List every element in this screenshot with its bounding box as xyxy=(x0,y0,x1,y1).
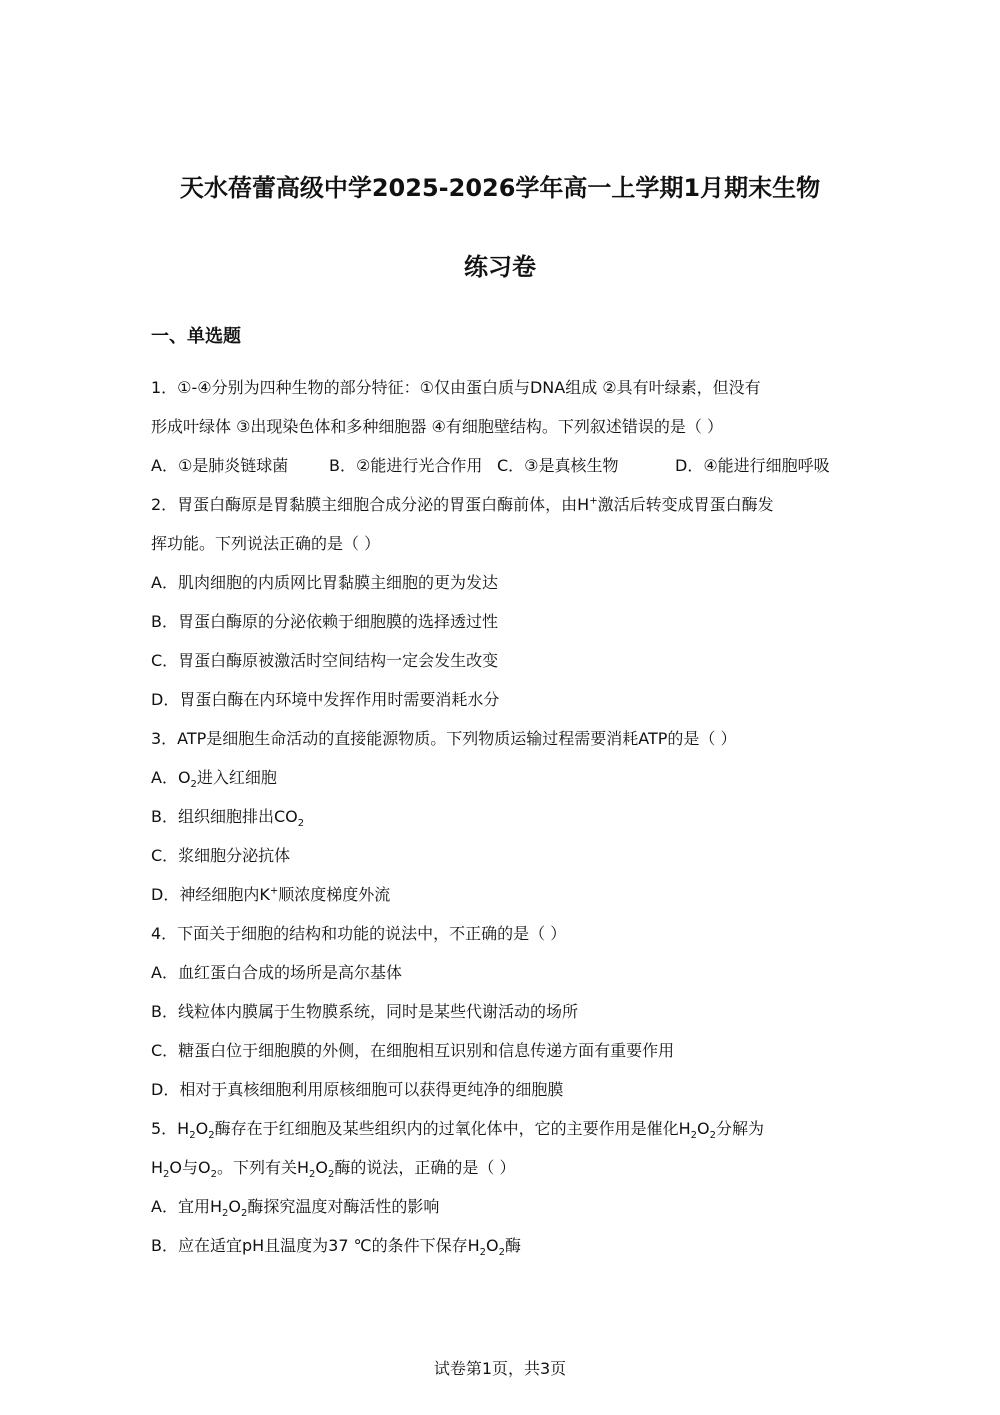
q1-option-d[interactable]: D．④能进行细胞呼吸 xyxy=(675,456,830,475)
q2-option-c[interactable]: C．胃蛋白酶原被激活时空间结构一定会发生改变 xyxy=(151,651,499,670)
q5-stem-line2: $H_2O$与$O_2$。下列有关$H_2O_2$酶的说法，正确的是（ ） xyxy=(151,1158,516,1181)
q3-option-b[interactable]: B．组织细胞排出$CO_2$ xyxy=(151,807,305,830)
q4-option-a[interactable]: A．血红蛋白合成的场所是高尔基体 xyxy=(151,963,402,982)
q2-option-d[interactable]: D．胃蛋白酶在内环境中发挥作用时需要消耗水分 xyxy=(151,690,500,709)
q4-option-b[interactable]: B．线粒体内膜属于生物膜系统，同时是某些代谢活动的场所 xyxy=(151,1002,578,1021)
q2-option-a[interactable]: A．肌肉细胞的内质网比胃黏膜主细胞的更为发达 xyxy=(151,573,498,592)
q3-stem: 3．ATP是细胞生命活动的直接能源物质。下列物质运输过程需要消耗ATP的是（ ） xyxy=(151,729,737,748)
exam-title-line2: 练习卷 xyxy=(464,253,536,281)
q2-stem-line1: 2．胃蛋白酶原是胃黏膜主细胞合成分泌的胃蛋白酶前体，由H+激活后转变成胃蛋白酶发 xyxy=(151,495,774,514)
q4-stem: 4．下面关于细胞的结构和功能的说法中，不正确的是（ ） xyxy=(151,924,567,943)
section-heading: 一、单选题 xyxy=(151,326,241,347)
q3-option-a[interactable]: A．$O_2$进入红细胞 xyxy=(151,768,277,791)
q3-option-d[interactable]: D．神经细胞内K+顺浓度梯度外流 xyxy=(151,885,391,904)
q4-option-d[interactable]: D．相对于真核细胞利用原核细胞可以获得更纯净的细胞膜 xyxy=(151,1080,564,1099)
q5-stem-line1: 5．$H_2O_2$酶存在于红细胞及某些组织内的过氧化体中，它的主要作用是催化$H_2O_2$分解为 xyxy=(151,1119,764,1142)
q1-option-c[interactable]: C．③是真核生物 xyxy=(497,456,619,475)
exam-title-line1: 天水蓓蕾高级中学2025-2026学年高一上学期1月期末生物 xyxy=(179,174,821,202)
q2-stem-line2: 挥功能。下列说法正确的是（ ） xyxy=(151,534,381,553)
q1-stem-line1: 1．①-④分别为四种生物的部分特征：①仅由蛋白质与DNA组成 ②具有叶绿素，但没有 xyxy=(151,378,761,397)
q5-option-b[interactable]: B．应在适宜pH且温度为37 ℃的条件下保存$H_2O_2$酶 xyxy=(151,1236,521,1259)
q1-stem-line2: 形成叶绿体 ③出现染色体和多种细胞器 ④有细胞壁结构。下列叙述错误的是（ ） xyxy=(151,417,723,436)
q4-option-c[interactable]: C．糖蛋白位于细胞膜的外侧，在细胞相互识别和信息传递方面有重要作用 xyxy=(151,1041,675,1060)
q1-option-b[interactable]: B．②能进行光合作用 xyxy=(329,456,483,475)
q3-option-c[interactable]: C．浆细胞分泌抗体 xyxy=(151,846,291,865)
q2-option-b[interactable]: B．胃蛋白酶原的分泌依赖于细胞膜的选择透过性 xyxy=(151,612,498,631)
q1-option-a[interactable]: A．①是肺炎链球菌 xyxy=(151,456,289,475)
q5-option-a[interactable]: A．宜用$H_2O_2$酶探究温度对酶活性的影响 xyxy=(151,1197,440,1220)
page-footer: 试卷第1页，共3页 xyxy=(433,1359,567,1378)
